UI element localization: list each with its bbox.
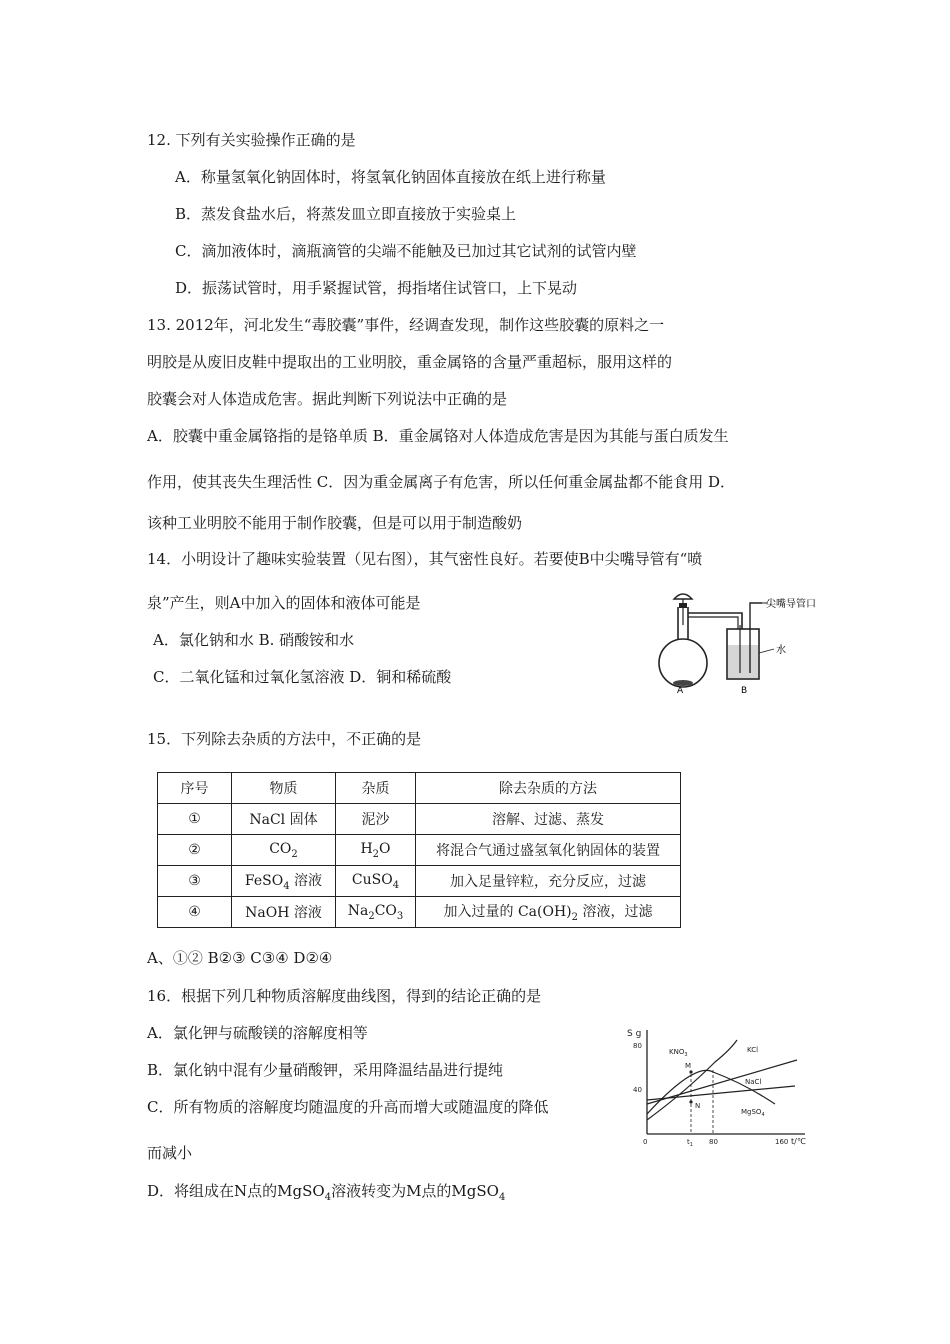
q15-answers: A、①② B②③ C③④ D②④ <box>147 949 333 967</box>
header-method: 除去杂质的方法 <box>416 773 681 804</box>
q13-line-5: 作用，使其丧失生理活性 C．因为重金属离子有危害，所以任何重金属盐都不能食用 D． <box>147 473 736 491</box>
solubility-chart <box>625 1022 820 1147</box>
table-row <box>158 835 681 866</box>
q13-line-4: A．胶囊中重金属铬指的是铬单质 B．重金属铬对人体造成危害是因为其能与蛋白质发生 <box>147 427 729 445</box>
table-row <box>158 897 681 928</box>
table-row <box>158 866 681 897</box>
q12-option-d: D．振荡试管时，用手紧握试管，拇指堵住试管口，上下晃动 <box>175 279 578 297</box>
row-substance: $CO_2$ <box>232 835 336 866</box>
label-tube: 尖嘴导管口 <box>766 599 816 610</box>
label-water: 水 <box>776 645 786 656</box>
row-impurity: CuSO$_4$ <box>336 866 416 897</box>
q16-option-c-cont: 而减小 <box>147 1144 193 1162</box>
q14-options-ab: A．氯化钠和水 B. 硝酸铵和水 <box>153 631 355 649</box>
row-substance: NaOH 溶液 <box>232 897 336 928</box>
row-impurity: $Na_2CO_3$ <box>336 897 416 928</box>
label-b: B <box>741 686 748 695</box>
label-n: N <box>695 1102 701 1110</box>
row-method: 溶解、过滤、蒸发 <box>416 804 681 835</box>
row-substance: FeSO$_4$ 溶液 <box>232 866 336 897</box>
row-impurity: 泥沙 <box>336 804 416 835</box>
q16-option-d: D．将组成在N点的MgSO$_4$溶液转变为M点的MgSO$_4$ <box>147 1182 506 1203</box>
x-tick-t1: $t_1$ <box>687 1138 693 1147</box>
apparatus-figure <box>650 585 825 695</box>
label-kno3: $KNO_3$ <box>669 1048 688 1058</box>
table-row <box>158 804 681 835</box>
q16-line-1: 16．根据下列几种物质溶解度曲线图，得到的结论正确的是 <box>147 987 542 1005</box>
header-no: 序号 <box>158 773 232 804</box>
row-no: ④ <box>158 897 232 928</box>
q14-options-cd: C．二氧化锰和过氧化氢溶液 D．铜和稀硫酸 <box>153 668 452 686</box>
label-mgso4: MgSO$_4$ <box>741 1108 765 1118</box>
q13-line-2: 明胶是从废旧皮鞋中提取出的工业明胶，重金属铬的含量严重超标，服用这样的 <box>147 353 673 371</box>
x-tick-160: 160 <box>775 1138 789 1146</box>
row-substance: NaCl 固体 <box>232 804 336 835</box>
q16-option-b: B．氯化钠中混有少量硝酸钾，采用降温结晶进行提纯 <box>147 1061 504 1079</box>
q13-line-1: 13. 2012年，河北发生“毒胶囊”事件，经调查发现，制作这些胶囊的原料之一 <box>147 316 665 334</box>
q13-line-6: 该种工业明胶不能用于制作胶囊，但是可以用于制造酸奶 <box>147 514 523 532</box>
q14-line-1: 14．小明设计了趣味实验装置（见右图），其气密性良好。若要使B中尖嘴导管有“喷 <box>147 550 703 568</box>
header-impurity: 杂质 <box>336 773 416 804</box>
y-tick-80: 80 <box>633 1042 642 1050</box>
header-substance: 物质 <box>232 773 336 804</box>
x-axis-label: t/℃ <box>791 1137 806 1146</box>
q13-line-3: 胶囊会对人体造成危害。据此判断下列说法中正确的是 <box>147 390 508 408</box>
q12-option-c: C．滴加液体时，滴瓶滴管的尖端不能触及已加过其它试剂的试管内壁 <box>175 242 637 260</box>
q16-option-c: C．所有物质的溶解度均随温度的升高而增大或随温度的降低 <box>147 1098 549 1116</box>
table-header-row <box>158 773 681 804</box>
label-a: A <box>677 686 684 695</box>
curve-kno3 <box>647 1040 737 1120</box>
q12-option-a: A．称量氢氧化钠固体时，将氢氧化钠固体直接放在纸上进行称量 <box>175 168 606 186</box>
row-method: 将混合气通过盛氢氧化钠固体的装置 <box>416 835 681 866</box>
row-no: ① <box>158 804 232 835</box>
row-no: ② <box>158 835 232 866</box>
q14-line-2: 泉”产生，则A中加入的固体和液体可能是 <box>147 594 421 612</box>
label-m: M <box>685 1062 692 1070</box>
x-tick-80: 80 <box>709 1138 718 1146</box>
row-no: ③ <box>158 866 232 897</box>
y-tick-40: 40 <box>633 1086 642 1094</box>
q12-option-b: B．蒸发食盐水后，将蒸发皿立即直接放于实验桌上 <box>175 205 517 223</box>
row-impurity: $H_2O$ <box>336 835 416 866</box>
label-kcl: KCl <box>747 1046 759 1054</box>
x-tick-0: 0 <box>643 1138 648 1146</box>
label-nacl: NaCl <box>745 1078 762 1086</box>
y-axis-label: S g <box>627 1029 642 1039</box>
impurity-table <box>157 772 681 928</box>
q16-option-a: A．氯化钾与硫酸镁的溶解度相等 <box>147 1024 368 1042</box>
curve-nacl <box>647 1086 795 1100</box>
row-method: 加入过量的 $Ca(OH)_2$ 溶液，过滤 <box>416 897 681 928</box>
q12-stem: 12. 下列有关实验操作正确的是 <box>147 131 356 149</box>
q15-stem: 15．下列除去杂质的方法中，不正确的是 <box>147 730 422 748</box>
row-method: 加入足量锌粒，充分反应，过滤 <box>416 866 681 897</box>
